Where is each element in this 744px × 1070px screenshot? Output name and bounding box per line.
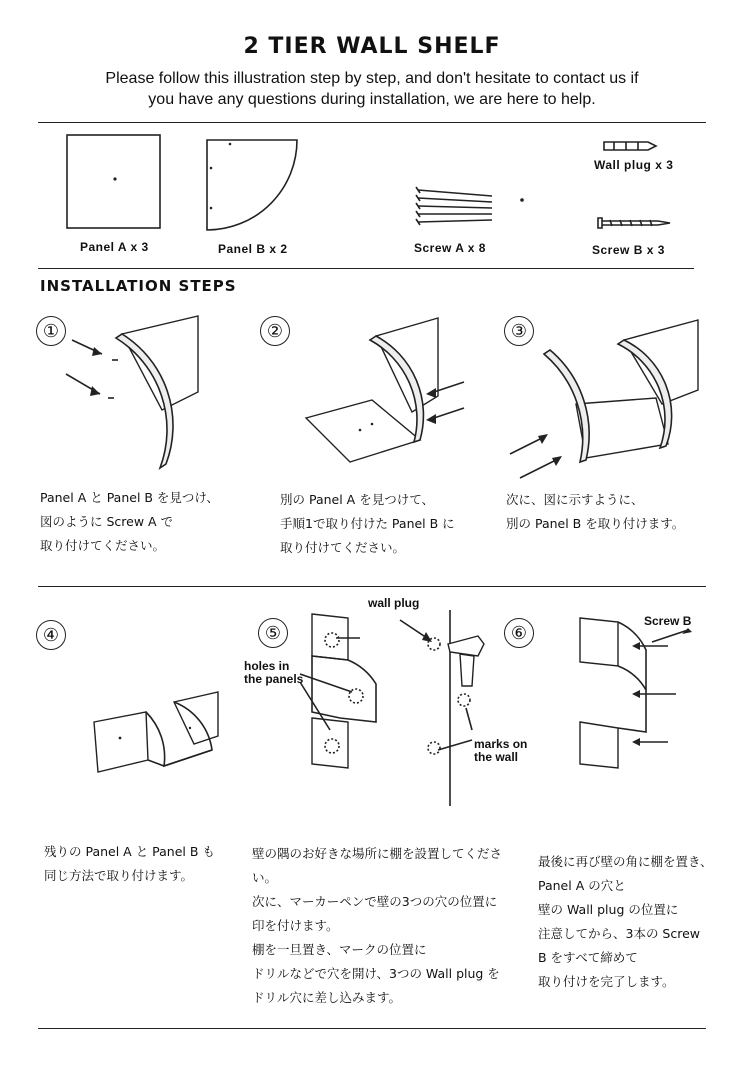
intro-text (40, 68, 704, 110)
panel-b-illustration (205, 138, 305, 238)
step-3-illustration (506, 314, 706, 484)
intro-line-2: you have any questions during installation, we are here to help. (148, 91, 596, 108)
step-4-number: ④ (36, 620, 66, 650)
step-1-line-2: 図のように Screw A で (40, 514, 174, 529)
step-2-line-3: 取り付けてください。 (280, 540, 406, 555)
step-2-illustration (300, 312, 470, 472)
marks-line-1: marks on (474, 737, 528, 751)
step-3-line-2: 別の Panel B を取り付けます。 (506, 516, 685, 531)
step-6-line-2: Panel A の穴と (538, 878, 626, 893)
step-3-text (506, 488, 684, 536)
step-2-line-2: 手順1で取り付けた Panel B に (280, 516, 455, 531)
screw-b-label: Screw B x 3 (592, 243, 665, 257)
step-5-text (252, 842, 502, 1010)
step-5-line-4: 印を付けます。 (252, 918, 339, 933)
step-6-text (538, 850, 713, 994)
step-2-text (280, 488, 455, 560)
step-4-line-2: 同じ方法で取り付けます。 (44, 868, 194, 883)
step-3-line-1: 次に、図に示すように、 (506, 492, 644, 507)
panel-b-label: Panel B x 2 (218, 242, 288, 256)
step-6-line-4: 注意してから、3本の Screw (538, 926, 701, 941)
step-5-line-6: ドリルなどで穴を開け、3つの Wall plug を (252, 966, 500, 981)
step-5-line-5: 棚を一旦置き、マークの位置に (252, 942, 427, 957)
holes-line-1: holes in (244, 659, 290, 673)
step-1-illustration (62, 310, 212, 475)
screw-a-label: Screw A x 8 (414, 241, 486, 255)
marks-annotation (474, 738, 527, 764)
step-4-illustration (90, 688, 230, 788)
step-1-line-3: 取り付けてください。 (40, 538, 166, 553)
section-heading: INSTALLATION STEPS (40, 277, 237, 295)
divider-top (38, 122, 706, 123)
step-4-text (44, 840, 215, 888)
step-6-line-3: 壁の Wall plug の位置に (538, 902, 679, 917)
divider-bottom (38, 1028, 706, 1029)
step-3-number: ③ (504, 316, 534, 346)
holes-line-2: the panels (244, 672, 304, 686)
divider-parts (38, 268, 694, 269)
step-1-text (40, 486, 219, 558)
step-2-number: ② (260, 316, 290, 346)
wall-plug-illustration (602, 138, 662, 154)
step-5-line-1: 壁の隅のお好きな場所に棚を設置してくださ (252, 846, 503, 861)
panel-a-illustration (66, 134, 166, 234)
step-5-line-3: 次に、マーカーペンで壁の3つの穴の位置に (252, 894, 498, 909)
marks-line-2: the wall (474, 750, 519, 764)
step-6-line-1: 最後に再び壁の角に棚を置き、 (538, 854, 713, 869)
divider-steps (38, 586, 706, 587)
step-1-line-1: Panel A と Panel B を見つけ、 (40, 490, 219, 505)
wall-plug-label: Wall plug x 3 (594, 158, 674, 172)
screw-a-illustration (412, 186, 512, 236)
intro-line-1: Please follow this illustration step by step, and don't hesitate to contact us if (105, 70, 639, 87)
step-5-number: ⑤ (258, 618, 288, 648)
wall-plug-annotation: wall plug (368, 596, 420, 610)
step-4-line-1: 残りの Panel A と Panel B も (44, 844, 215, 859)
panel-a-label: Panel A x 3 (80, 240, 149, 254)
step-2-line-1: 別の Panel A を見つけて、 (280, 492, 434, 507)
holes-annotation (244, 660, 303, 686)
step-1-number: ① (36, 316, 66, 346)
step-5-line-2: い。 (252, 870, 278, 885)
step-6-number: ⑥ (504, 618, 534, 648)
step-6-line-5: B をすべて締めて (538, 950, 638, 965)
step-5-line-7: ドリル穴に差し込みます。 (252, 990, 402, 1005)
step-6-line-6: 取り付けを完了します。 (538, 974, 675, 989)
step-5-illustration (300, 600, 500, 810)
page-title: 2 TIER WALL SHELF (243, 34, 501, 59)
screw-b-illustration (596, 214, 676, 234)
screw-b-annotation: Screw B (644, 614, 692, 628)
step-6-illustration (576, 610, 696, 770)
